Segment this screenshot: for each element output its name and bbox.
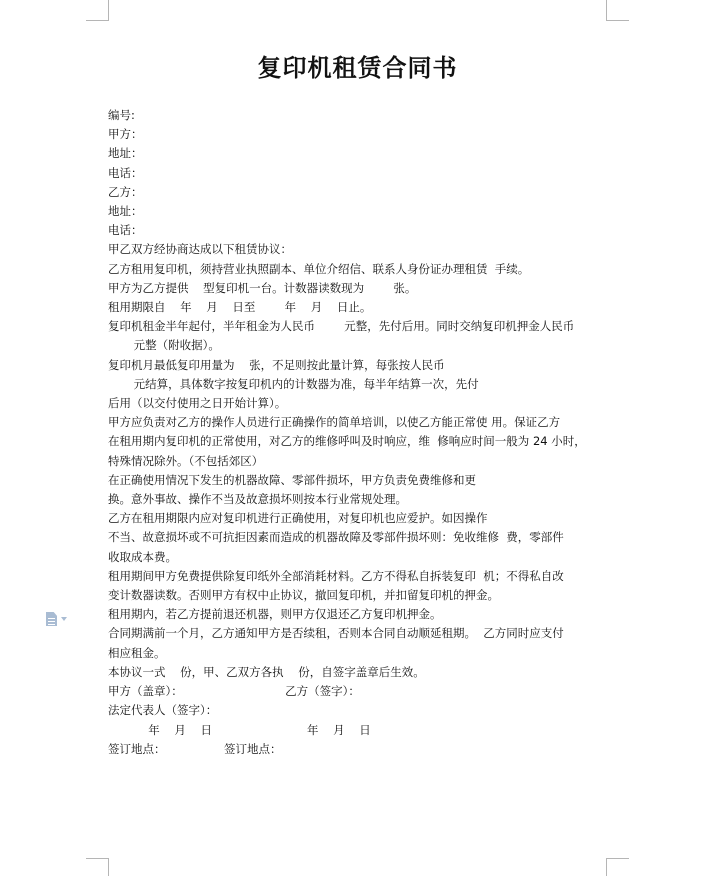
text-line: 租用期限自 年 月 日至 年 月 日止。 xyxy=(108,300,372,315)
text-line: 电话： xyxy=(108,165,143,180)
crop-mark-bottom-left xyxy=(86,858,109,876)
text-line: 收取成本费。 xyxy=(108,549,177,564)
text-line: 地址： xyxy=(108,146,143,161)
document-icon xyxy=(46,612,57,626)
text-line: 后用（以交付使用之日开始计算）。 xyxy=(108,396,287,411)
text-line: 乙方： xyxy=(108,184,143,199)
text-line: 元整（附收据）。 xyxy=(108,338,220,353)
text-line: 复印机月最低复印用量为 张，不足则按此量计算，每张按人民币 xyxy=(108,357,445,372)
text-line: 编号: xyxy=(108,108,135,122)
text-line: 相应租金。 xyxy=(108,645,166,660)
text-line: 在正确使用情况下发生的机器故障、零部件损坏，甲方负责免费维修和更 xyxy=(108,472,476,487)
text-line: 换。意外事故、操作不当及故意损坏则按本行业常规处理。 xyxy=(108,492,407,507)
text-line: 签订地点： 签订地点： xyxy=(108,741,282,756)
text-line: 元结算，具体数字按复印机内的计数器为准，每半年结算一次，先付 xyxy=(108,376,479,391)
text-line: 甲乙双方经协商达成以下租赁协议： xyxy=(108,242,292,257)
text-line: 甲方应负责对乙方的操作人员进行正确操作的简单培训，以使乙方能正常使 用。保证乙方 xyxy=(108,415,561,430)
text-line: 本协议一式 份，甲、乙双方各执 份，自签字盖章后生效。 xyxy=(108,664,425,679)
text-line: 法定代表人（签字）： xyxy=(108,703,218,718)
text-line: 租用期间甲方免费提供除复印纸外全部消耗材料。乙方不得私自拆装复印 机；不得私自改 xyxy=(108,568,564,583)
text-line: 合同期满前一个月，乙方通知甲方是否续租，否则本合同自动顺延租期。 乙方同时应支付 xyxy=(108,626,564,641)
text-line: 不当、故意损坏或不可抗拒因素而造成的机器故障及零部件损坏则：免收维修 费，零部件 xyxy=(108,530,564,545)
text-line: 特殊情况除外。（不包括郊区） xyxy=(108,453,264,468)
text-line: 复印机租金半年起付，半年租金为人民币 元整，先付后用。同时交纳复印机押金人民币 xyxy=(108,319,575,334)
text-line: 乙方在租用期限内应对复印机进行正确使用，对复印机也应爱护。如因操作 xyxy=(108,511,488,526)
paragraph-options-button[interactable] xyxy=(46,612,67,626)
text-line: 在租用期内复印机的正常使用，对乙方的维修呼叫及时响应，维 修响应时间一般为 24 小时， xyxy=(108,434,586,449)
document-title: 复印机租赁合同书 xyxy=(257,53,458,82)
document-body xyxy=(108,106,608,759)
text-line: 甲方为乙方提供 型复印机一台。计数器读数现为 张。 xyxy=(108,280,417,295)
crop-mark-top-right xyxy=(606,0,629,21)
text-line: 乙方租用复印机，须持营业执照副本、单位介绍信、联系人身份证办理租赁 手续。 xyxy=(108,261,530,276)
text-line: 租用期内，若乙方提前退还机器，则甲方仅退还乙方复印机押金。 xyxy=(108,607,442,622)
text-line: 变计数器读数。否则甲方有权中止协议，撤回复印机，并扣留复印机的押金。 xyxy=(108,588,499,603)
crop-mark-top-left xyxy=(86,0,109,21)
chevron-down-icon xyxy=(61,617,67,621)
text-line: 地址： xyxy=(108,204,143,219)
text-line: 电话： xyxy=(108,223,143,238)
text-line: 甲方（盖章）： 乙方（签字）： xyxy=(108,684,360,699)
text-line: 年 月 日 年 月 日 xyxy=(108,722,371,737)
crop-mark-bottom-right xyxy=(606,858,629,876)
text-line: 甲方： xyxy=(108,127,143,142)
